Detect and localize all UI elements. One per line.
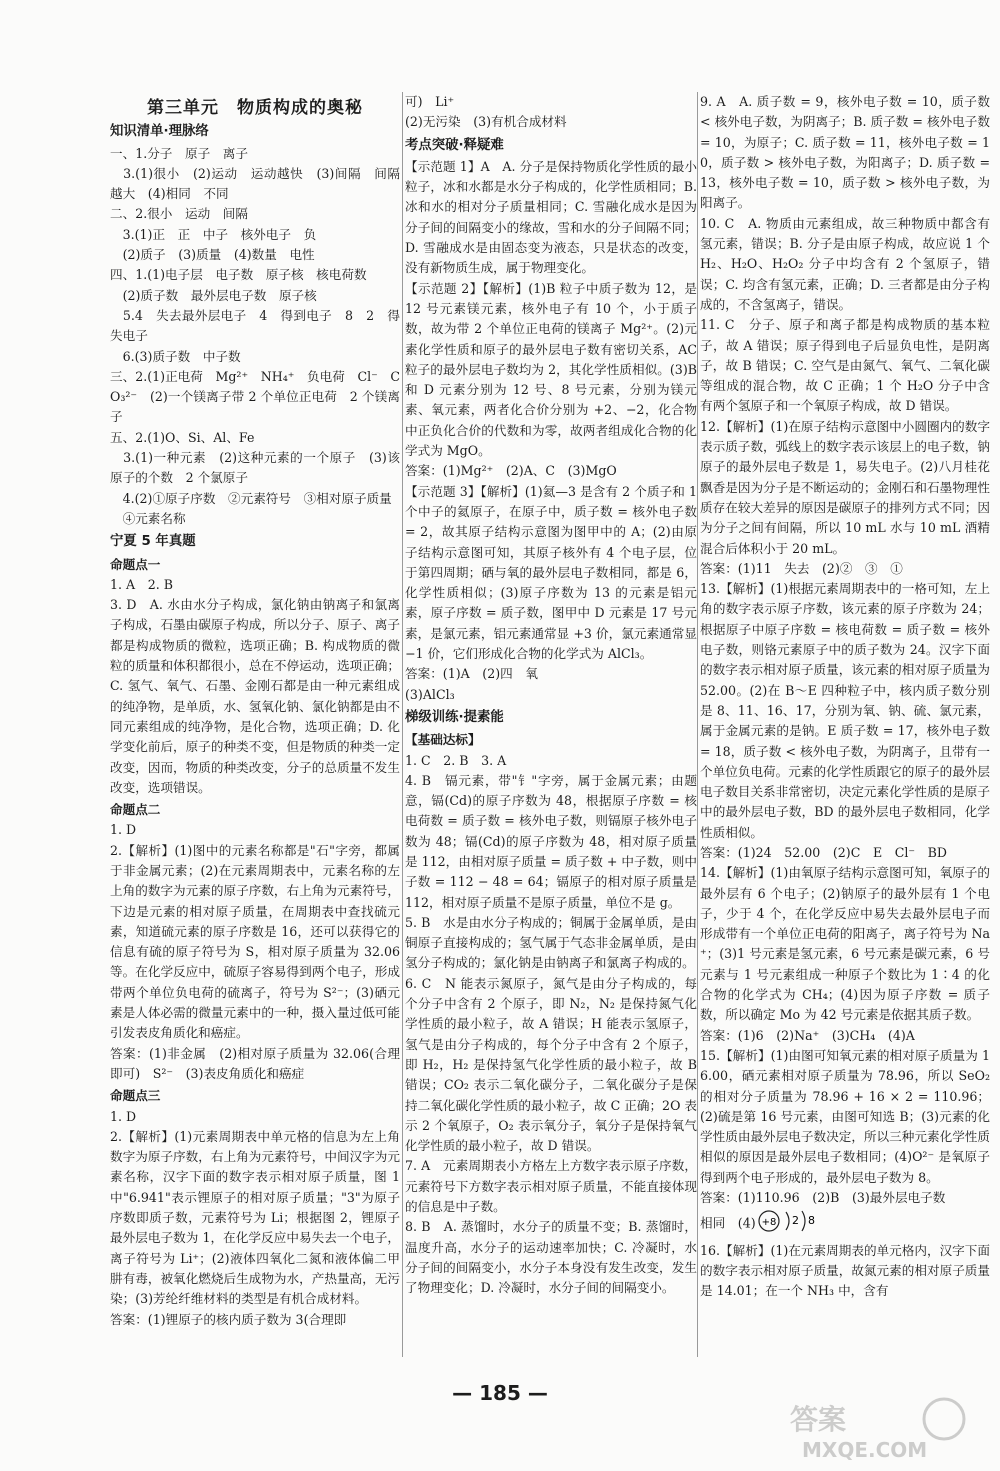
column-right: [700, 92, 990, 1302]
subsection-heading: 命题点一: [110, 556, 161, 572]
answer-line: 一、1.分子 原子 离子: [110, 145, 248, 161]
answer-line: 答案：(1)A (2)四 氧: [405, 666, 538, 682]
answer-line: (2)无污染 (3)有机合成材料: [405, 114, 567, 130]
answer-line: 答案：(1)非金属 (2)相对原子质量为 32.06(合理即可) S²⁻ (3)表皮角质化和癌症: [110, 1045, 400, 1081]
answer-line: (2)质子 (3)质量 (4)数量 电性: [110, 247, 315, 263]
subsection-heading: 命题点二: [110, 802, 161, 818]
answer-line: 【示范题 3】【解析】(1)氦—3 是含有 2 个质子和 1 个中子的氦原子，在原子中，质子数 = 核外电子数 = 2，故其原子结构示意图为图甲中的 A；(2)由原子结构示意图可知，其原子核外有 4 个电子层，位于第四周期；硒与氧的最外层电子数相同，都是 6，化学性质相似；(3)原子序数为 13 的元素是铝元素，原子序数 = 质子数，图甲中 D 元素是 17 号元素，是氯元素，铝元素通常显 +3 价，氯元素通常显 −1 价，它们形成化合物的化学式为 AlCl₃。: [405, 483, 697, 662]
answer-line: 三、2.(1)正电荷 Mg²⁺ NH₄⁺ 负电荷 Cl⁻ CO₃²⁻ (2)一个镁离子带 2 个单位正电荷 2 个镁离子: [110, 368, 400, 425]
column-middle: [405, 92, 697, 1299]
answer-line: 4. B 镉元素，带"钅"字旁，属于金属元素；由题意，镉(Cd)的原子序数为 48，根据原子序数 = 核电荷数 = 质子数 = 核外电子数，则镉原子核外电子数为 48；镉(Cd)的原子序数为 48，相对原子质量是 112，由相对原子质量 = 质子数 + 中子数，则中子数 = 112 − 48 = 64；镉原子的相对原子质量是 112，相对原子质量不是原子质量，单位不是 g。: [405, 772, 697, 910]
column-divider: [697, 92, 698, 1357]
answer-line: 7. A 元素周期表小方格左上方数字表示原子序数，元素符号下方数字表示相对原子质量，不能直接体现的信息是中子数。: [405, 1158, 697, 1215]
answer-line: 9. A A. 质子数 = 9，核外电子数 = 10，质子数 < 核外电子数，为阴离子；B. 质子数 = 核外电子数 = 10，为原子；C. 质子数 = 11，核外电子数 = 10，质子数 > 核外电子数，为阳离子；D. 质子数 = 13，核外电子数 = 10，质子数 > 核外电子数，为阳离子。: [700, 94, 990, 211]
unit-title: 第三单元 物质构成的奥秘: [147, 98, 363, 118]
oxygen-ion-structure-diagram: [756, 1208, 826, 1240]
answer-line: 答案：(1)Mg²⁺ (2)A、C (3)MgO: [405, 463, 617, 479]
answer-line: [700, 1208, 990, 1240]
answer-line: 13.【解析】(1)根据元素周期表中的一格可知，左上角的数字表示原子序数，该元素的原子序数为 24；根据原子中原子序数 = 核电荷数 = 质子数 = 核外电子数，则铬元素原子中的质子数为 24。汉字下面的数字表示相对原子质量，该元素的相对原子质量为 52.00。(2)在 B～E 四种粒子中，核内质子数分别是 8、11、16、17，分别为氧、钠、硫、氯元素，属于金属元素的是钠。E 质子数 = 17，核外电子数 = 18，质子数 < 核外电子数，为阴离子，且带有一个单位负电荷。元素的化学性质跟它的原子的最外层电子数目关系非常密切，决定元素化学性质的是原子中的最外层电子数，BD 的最外层电子数相同，化学性质相似。: [700, 581, 990, 840]
answer-line: 16.【解析】(1)在元素周期表的单元格内，汉字下面的数字表示相对原子质量，故氮元素的相对原子质量是 14.01；在一个 NH₃ 中，含有: [700, 1242, 990, 1299]
svg-text:+8: +8: [761, 1217, 776, 1229]
svg-text:MXQE.COM: MXQE.COM: [802, 1438, 928, 1462]
page-number: — 185 —: [452, 1381, 548, 1405]
answer-line: 3.(1)很小 (2)运动 运动越快 (3)间隔 间隔越大 (4)相同 不同: [110, 165, 400, 202]
answer-line: 二、2.很小 运动 间隔: [110, 206, 248, 222]
answer-line: 2.【解析】(1)图中的元素名称都是"石"字旁，都属于非金属元素；(2)在元素周期表中，元素名称的左上角的数字为元素的原子序数，右上角为元素符号，下边是元素的相对原子质量，在周期表中查找硫元素，知道硫元素的原子序数是 16，还可以获得它的信息有硫的原子符号为 S，相对原子质量为 32.06 等。在化学反应中，硫原子容易得到两个电子，形成带两个单位负电荷的硫离子，符号为 S²⁻；(3)硒元素是人体必需的微量元素中的一种，摄入量过低可能引发表皮角质化和癌症。: [110, 842, 400, 1041]
answer-line: 答案：(1)锂原子的核内质子数为 3(合理即: [110, 1311, 347, 1327]
answer-line: 15.【解析】(1)由图可知氧元素的相对原子质量为 16.00，硒元素相对原子质量为 78.96，所以 SeO₂ 的相对分子质量为 78.96 + 16 × 2 = 110.96；(2)硫是第 16 号元素，由图可知选 B；(3)元素的化学性质由最外层电子数决定，所以三种元素化学性质相似的原因是最外层电子数相同；(4)O²⁻ 是氧原子得到两个电子形成的，最外层电子数为 8。: [700, 1047, 990, 1185]
answer-line: 11. C 分子、原子和离子都是构成物质的基本粒子，故 A 错误；原子得到电子后显负电性，是阴离子，故 B 错误；C. 空气是由氮气、氧气、二氧化碳等组成的混合物，故 C 正确；1 个 H₂O 分子中含有两个氢原子和一个氧原子构成，故 D 错误。: [700, 317, 990, 414]
answer-line: 【示范题 1】A A. 分子是保持物质化学性质的最小粒子，冰和水都是水分子构成的，化学性质相同；B. 冰和水的相对分子质量相同；C. 雪融化成水是因为分子间的间隔变小的缘故，雪和水的分子间隔不同；D. 雪融成水是由固态变为液态，只是状态的改变，没有新物质生成，属于物理变化。: [405, 158, 697, 276]
answer-line: 12.【解析】(1)在原子结构示意图中小圆圈内的数字表示质子数，弧线上的数字表示该层上的电子数，钠原子的最外层电子数是 1，易失电子。(2)八月桂花飘香是因为分子是不断运动的；金刚石和石墨物理性质存在较大差异的原因是碳原子的排列方式不同；因为分子之间有间隔，所以 10 mL 水与 10 mL 酒精混合后体积小于 20 mL。: [700, 418, 990, 556]
section-heading: 知识清单·理脉络: [110, 124, 209, 140]
watermark-logo: [782, 1393, 982, 1463]
answer-line: 1. C 2. B 3. A: [405, 752, 507, 768]
answer-line: 1. A 2. B: [110, 576, 173, 592]
answer-line: 答案：(1)11 失去 (2)② ③ ①: [700, 560, 903, 576]
answer-line: 【示范题 2】【解析】(1)B 粒子中质子数为 12，是 12 号元素镁元素，核外电子有 10 个，小于质子数，故为带 2 个单位正电荷的镁离子 Mg²⁺。(2)元素化学性质和原子的最外层电子数有密切关系，AC 粒子的最外层电子数均为 2，其化学性质相似。(3)B 和 D 元素分别为 12 号、8 号元素，分别为镁元素、氧元素，两者化合价分别为 +2、−2，化合物中正负化合价的代数和为零，故两者组成化合物的化学式为 MgO。: [405, 280, 697, 459]
svg-text:答案: 答案: [790, 1403, 847, 1436]
answer-line: 4.(2)①原子序数 ②元素符号 ③相对原子质量: [110, 490, 392, 506]
answer-line: 答案：(1)6 (2)Na⁺ (3)CH₄ (4)A: [700, 1027, 915, 1043]
answer-line: 6. C N 能表示氮原子，氮气是由分子构成的，每个分子中含有 2 个原子，即 N₂，N₂ 是保持氮气化学性质的最小粒子，故 A 错误；H 能表示氢原子，氢气是由分子构成的，每个分子中含有 2 个原子，即 H₂，H₂ 是保持氢气化学性质的最小粒子，故 B 错误；CO₂ 表示二氧化碳分子，二氧化碳分子是保持二氧化碳化学性质的最小粒子，故 C 正确；2O 表示 2 个氧原子，O₂ 表示氧分子，氧分子是保持氧气化学性质的最小粒子，故 D 错误。: [405, 975, 697, 1154]
column-divider: [402, 92, 403, 1357]
answer-line: 8. B A. 蒸馏时，水分子的质量不变；B. 蒸馏时，温度升高，水分子的运动速率加快；C. 冷凝时，水分子间的间隔变小，水分子本身没有发生改变，发生了物理变化；D. 冷凝时，水分子间的间隔变小。: [405, 1219, 697, 1296]
answer-line: (2)质子数 最外层电子数 原子核: [110, 287, 317, 303]
answer-line: 五、2.(1)O、Si、Al、Fe: [110, 429, 255, 445]
answer-line: 10. C A. 物质由元素组成，故三种物质中都含有氢元素，错误；B. 分子是由原子构成，故应说 1 个 H₂、H₂O、H₂O₂ 分子中均含有 2 个氢原子，错误；C. 均含有氢元素，正确；D. 三者都是由分子构成的，不含氢离子，错误。: [700, 215, 990, 312]
answer-line: 3. D A. 水由水分子构成，氯化钠由钠离子和氯离子构成，石墨由碳原子构成，所以分子、原子、离子都是构成物质的微粒，选项正确；B. 构成物质的微粒的质量和体积都很小，总在不停运动，选项正确；C. 氢气、氧气、石墨、金刚石都是由一种元素组成的纯净物，是单质，水、氢氧化钠、氯化钠都是由不同元素组成的纯净物，是化合物，选项正确；D. 化学变化前后，原子的种类不变，但是物质的种类一定改变，因而，物质的种类改变，分子的总质量不发生改变，选项错误。: [110, 597, 400, 795]
svg-text:2: 2: [791, 1214, 799, 1228]
answer-line: 答案：(1)24 52.00 (2)C E Cl⁻ BD: [700, 844, 947, 860]
answer-text: 相同 (4): [700, 1215, 756, 1231]
answer-line: 5. B 水是由水分子构成的；铜属于金属单质，是由铜原子直接构成的；氢气属于气态非金属单质，是由氢分子构成的；氯化钠是由钠离子和氯离子构成的。: [405, 914, 697, 971]
answer-line: 3.(1)一种元素 (2)这种元素的一个原子 (3)该原子的个数 2 个氯原子: [110, 450, 400, 486]
answer-line: 5.4 失去最外层电子 4 得到电子 8 2 得失电子: [110, 307, 400, 344]
answer-line: 答案：(1)110.96 (2)B (3)最外层电子数: [700, 1190, 946, 1206]
answer-line: ④元素名称: [110, 510, 186, 526]
answer-line: 可) Li⁺: [405, 94, 455, 109]
answer-line: 6.(3)质子数 中子数: [110, 348, 241, 364]
answer-line: 2.【解析】(1)元素周期表中单元格的信息为左上角数字为原子序数，右上角为元素符号，中间汉字为元素名称，汉字下面的数字表示相对原子质量，图 1 中"6.941"表示锂原子的相对原子质量；"3"为原子序数即质子数，元素符号为 Li；根据图 2，锂原子最外层电子数为 1，在化学反应中易失去一个电子，离子符号为 Li⁺；(2)液体四氧化二氮和液体偏二甲肼有毒，被氧化燃烧后生成物为水，产热量高，无污染；(3)芳纶纤维材料的类型是有机合成材料。: [110, 1128, 400, 1307]
subsection-heading: 命题点三: [110, 1088, 161, 1104]
answer-line: 14.【解析】(1)由氧原子结构示意图可知，氧原子的最外层有 6 个电子；(2)钠原子的最外层有 1 个电子，少于 4 个，在化学反应中易失去最外层电子而形成带有一个单位正电荷的阳离子，离子符号为 Na⁺；(3)1 号元素是氢元素，6 号元素是碳元素，6 号元素与 1 号元素组成一种原子个数比为 1∶4 的化合物的化学式为 CH₄；(4)因为原子序数 = 质子数，所以确定 Mo 为 42 号元素是依据其质子数。: [700, 865, 990, 1023]
answer-line: 1. D: [110, 822, 137, 838]
answer-line: 四、1.(1)电子层 电子数 原子核 核电荷数: [110, 267, 367, 283]
section-heading: 宁夏 5 年真题: [110, 534, 196, 550]
section-heading: 梯级训练·提素能: [405, 709, 504, 725]
column-left: [110, 92, 400, 1330]
section-heading: 考点突破·释疑难: [405, 137, 504, 153]
answer-line: 3.(1)正 正 中子 核外电子 负: [110, 226, 317, 242]
svg-text:8: 8: [807, 1214, 815, 1228]
answer-line: 1. D: [110, 1108, 137, 1124]
answer-line: (3)AlCl₃: [405, 686, 455, 702]
subsection-heading: 【基础达标】: [405, 732, 481, 748]
